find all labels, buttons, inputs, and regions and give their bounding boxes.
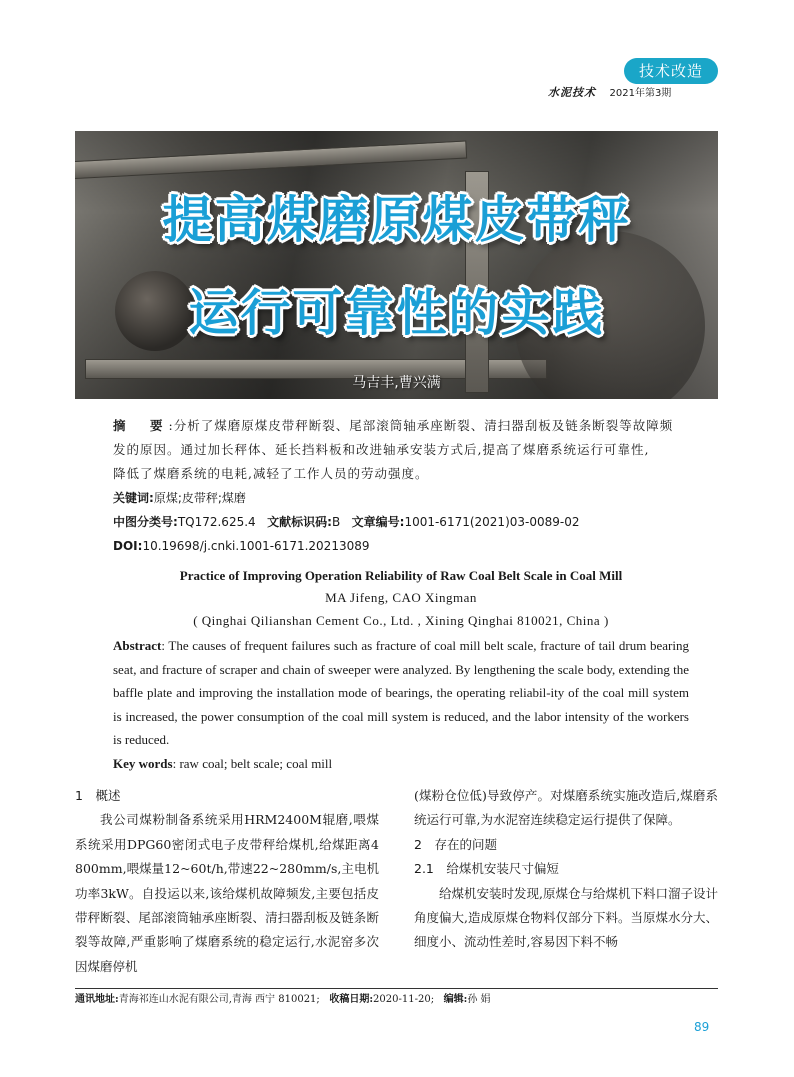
- running-head: [548, 86, 671, 100]
- cn-keywords-value: 原煤;皮带秤;煤磨: [153, 491, 246, 505]
- en-keywords: [113, 752, 689, 776]
- cn-abstract-line: [113, 414, 689, 438]
- en-abstract-block: [113, 566, 689, 776]
- body-paragraph: 给煤机安装时发现,原煤仓与给煤机下料口溜子设计角度偏大,造成原煤仓物料仅部分下料。当原煤水分大、细度小、流动性差时,容易因下料不畅: [414, 885, 718, 950]
- body-paragraph-continued: (煤粉仓位低)导致停产。对煤磨系统实施改造后,煤磨系统运行可靠,为水泥窑连续稳定运行提供了保障。: [414, 788, 718, 828]
- clc-value: TQ172.625.4: [177, 515, 256, 529]
- en-authors: MA Jifeng, CAO Xingman: [325, 590, 477, 605]
- editor-value: 孙 娟: [467, 994, 491, 1005]
- cn-abstract-text: :分析了煤磨原煤皮带秤断裂、尾部滚筒轴承座断裂、清扫器刮板及链条断裂等故障频: [168, 418, 674, 433]
- issue-label: 2021年第3期: [609, 88, 672, 99]
- en-abstract-line: : The causes of frequent failures such as fracture of coal mill belt scale, fracture of tail drum: [161, 638, 647, 653]
- en-keywords-label: Key words: [113, 755, 173, 771]
- received-value: 2020-11-20;: [373, 994, 435, 1005]
- article-title-line-2: 运行可靠性的实践: [188, 284, 605, 342]
- journal-logo: 水泥技术: [548, 86, 596, 99]
- title-banner-image: [75, 131, 718, 399]
- en-abstract-line: bearing seat, and fracture of scraper and chain of sweeper were analyzed. By lengthening the scale: [113, 638, 689, 677]
- body-column-right: [414, 784, 718, 955]
- cn-abstract-block: [113, 414, 689, 558]
- article-no-value: 1001-6171(2021)03-0089-02: [404, 515, 580, 529]
- doc-code-label: 文献标识码:: [267, 515, 332, 529]
- doc-code-value: B: [331, 515, 341, 529]
- address-value: 青海祁连山水泥有限公司,青海 西宁 810021;: [118, 994, 320, 1005]
- page-number: 89: [694, 1020, 710, 1034]
- footnote-rule: [75, 988, 718, 989]
- clc-label: 中图分类号:: [113, 515, 178, 529]
- cn-keywords-label: 关键词:: [113, 491, 154, 505]
- section-heading: 2 存在的问题: [414, 836, 497, 852]
- cn-abstract-line: 降低了煤磨系统的电耗,减轻了工作人员的劳动强度。: [113, 466, 429, 481]
- cn-abstract-line: 发的原因。通过加长秤体、延长挡料板和改进轴承安装方式后,提高了煤磨系统运行可靠性,: [113, 442, 650, 457]
- article-authors: 马吉丰,曹兴满: [352, 375, 441, 391]
- en-abstract-line: the labor intensity of the workers is reduced.: [113, 708, 689, 747]
- en-abstract-line: ity of the coal mill system is increased, the power consumption of the coal mill system is reduced, and: [113, 685, 690, 724]
- classification-line: [113, 510, 689, 534]
- section-heading: 1 概述: [75, 788, 121, 803]
- address-label: 通讯地址:: [75, 994, 119, 1005]
- editor-label: 编辑:: [443, 994, 468, 1005]
- doi-label: DOI:: [113, 539, 143, 553]
- en-abstract-line: body, extending the baffle plate and improving the installation mode of bearings, the operating reliabil-: [113, 661, 689, 700]
- cn-keywords: [113, 486, 689, 510]
- body-column-left: [75, 784, 379, 979]
- subsection-heading: 2.1 给煤机安装尺寸偏短: [414, 861, 559, 877]
- en-keywords-value: : raw coal; belt scale; coal mill: [172, 755, 333, 771]
- banner-beam: [75, 140, 467, 179]
- article-no-label: 文章编号:: [351, 515, 405, 529]
- body-paragraph: 我公司煤粉制备系统采用HRM2400M辊磨,喂煤系统采用DPG60密闭式电子皮带秤给煤机,给煤距离4 800mm,喂煤量12~60t/h,带速22~280mm/s,主电机功率3kW。自投运以来,该给煤机故障频发,主要包括皮带秤断裂、尾部滚筒轴承座断裂、清扫器刮板及链条断裂等故障,严重影响了煤磨系统的稳定运行,水泥窑多次因煤磨停机: [75, 812, 379, 974]
- en-affiliation: ( Qinghai Qilianshan Cement Co., Ltd. , Xining Qinghai 810021, China ): [193, 613, 609, 628]
- doi-value: 10.19698/j.cnki.1001-6171.20213089: [142, 539, 370, 553]
- doi-line: [113, 534, 689, 558]
- article-title-line-1: 提高煤磨原煤皮带秤: [162, 191, 631, 249]
- en-abstract: [113, 634, 689, 752]
- section-tag: 技术改造: [624, 58, 718, 84]
- footnote: [75, 993, 718, 1007]
- en-title: Practice of Improving Operation Reliability of Raw Coal Belt Scale in Coal Mill: [179, 568, 623, 583]
- cn-abstract-label: 摘 要: [113, 418, 169, 433]
- received-label: 收稿日期:: [329, 994, 374, 1005]
- en-abstract-label: Abstract: [113, 638, 162, 653]
